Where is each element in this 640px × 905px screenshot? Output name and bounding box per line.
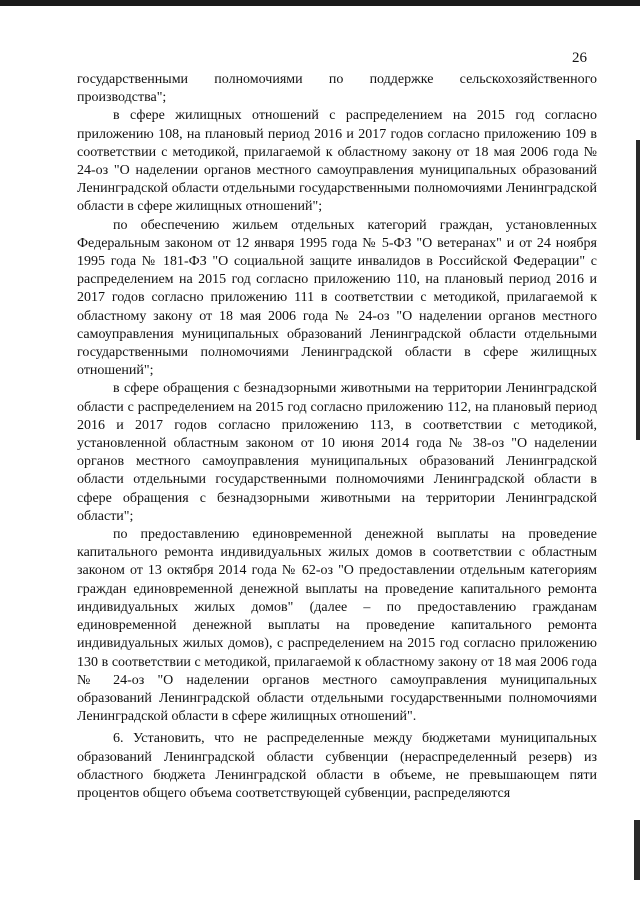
paragraph-item-6: 6. Установить, что не распределенные между бюджетами муниципальных образований Ленинградской области субвенции (нераспределенный резерв) из областного бюджета Ленинградской области в объеме, не превышающем пяти процентов общего объема соответствующей субвенции, распределяются [77,731,597,801]
scan-top-border [0,0,640,6]
paragraph-stray-animals: в сфере обращения с безнадзорными животными на территории Ленинградской области с распределением на 2015 год согласно приложению 112, на плановый период 2016 и 2017 годов согласно приложению 113, в соответствии с методикой, установленной областным законом от 10 июня 2014 года № 38-оз "О наделении органов местного самоуправления муниципальных образований Ленинградской области отдельными государственными полномочиями Ленинградской области в сфере обращения с безнадзорными животными на территории Ленинградской области"; [77,381,597,524]
paragraph-housing-provision: по обеспечению жильем отдельных категорий граждан, установленных Федеральным законом от 12 января 1995 года № 5-ФЗ "О ветеранах" и от 24 ноября 1995 года № 181-ФЗ "О социальной защите инвалидов в Российской Федерации" с распределением на 2015 год согласно приложению 110, на плановый период 2016 и 2017 годов согласно приложению 111 в соответствии с методикой, прилагаемой к областному закону от 18 мая 2006 года № 24-оз "О наделении органов местного самоуправления муниципальных образований Ленинградской области отдельными государственными полномочиями Ленинградской области в сфере жилищных отношений"; [77,217,597,379]
document-body [77,71,597,803]
paragraph-home-repair-payment: по предоставлению единовременной денежной выплаты на проведение капитального ремонта индивидуальных жилых домов в соответствии с областным законом от 13 октября 2014 года № 62-оз "О предоставлении отдельным категориям граждан единовременной денежной выплаты на проведение капитального ремонта индивидуальных жилых домов" (далее – по предоставлению гражданам единовременной денежной выплаты на проведение капитального ремонта индивидуальных жилых домов), с распределением на 2015 год согласно приложению 130 в соответствии с методикой, прилагаемой к областному закону от 18 мая 2006 года № 24-оз "О наделении органов местного самоуправления муниципальных образований Ленинградской области отдельными государственными полномочиями Ленинградской области в сфере жилищных отношений". [77,527,597,725]
paragraph-housing-relations: в сфере жилищных отношений с распределением на 2015 год согласно приложению 108, на плановый период 2016 и 2017 годов согласно приложению 109 в соответствии с методикой, прилагаемой к областному закону от 18 мая 2006 года № 24-оз "О наделении органов местного самоуправления муниципальных образований Ленинградской области отдельными государственными полномочиями Ленинградской области в сфере жилищных отношений"; [77,108,597,215]
page-number: 26 [572,50,587,66]
scan-right-edge-shadow [636,140,640,440]
scan-right-edge-shadow-lower [634,820,640,880]
paragraph-continuation: государственными полномочиями по поддержке сельскохозяйственного производства"; [77,72,597,106]
